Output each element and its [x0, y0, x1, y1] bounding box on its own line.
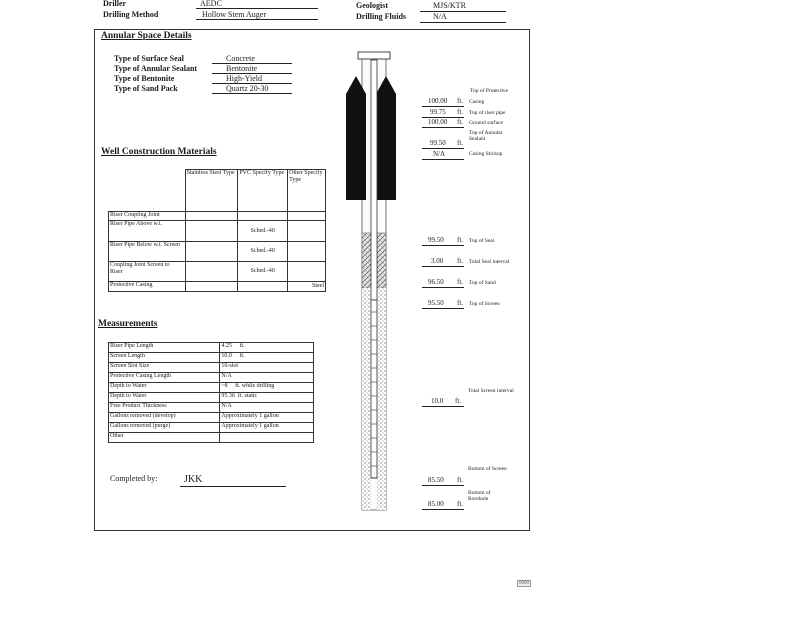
table-row: [109, 423, 314, 433]
table-row: [109, 413, 314, 423]
elev-label-4: Top of Annular Sealant: [469, 130, 503, 143]
riser-pipe: [371, 60, 377, 300]
meas-label: Free Product Thickness: [109, 403, 220, 413]
meas-value: 10-slot: [220, 363, 314, 373]
row-label: Coupling Joint Screen to Riser: [109, 262, 186, 282]
meas-value: 4.25 ft.: [220, 343, 314, 353]
construction-corner: [109, 170, 186, 212]
elev-unit-3: ft.: [457, 118, 464, 126]
row-label: Riser Coupling Joint: [109, 212, 186, 221]
meas-label: Depth to Water: [109, 383, 220, 393]
meas-value: N/A: [220, 403, 314, 413]
elev-label-1: Casing: [469, 99, 485, 105]
diagram-top-label: Top of Protective: [470, 88, 509, 94]
well-cap: [358, 52, 390, 59]
cell-other: [288, 212, 326, 221]
cell-other: Steel: [288, 282, 326, 292]
completed-value: JKK: [184, 474, 203, 485]
elev-unit-1: ft.: [457, 97, 464, 105]
meas-label: Riser Pipe Length: [109, 343, 220, 353]
elev-unit-2: ft.: [457, 108, 464, 116]
meas-value: ~8 ft. while drilling: [220, 383, 314, 393]
table-row: [109, 383, 314, 393]
protective-casing-left: [346, 76, 366, 200]
annular-value-4: Quartz 20-30: [226, 84, 269, 93]
cell-other: [288, 262, 326, 282]
cell-stainless: [185, 282, 238, 292]
elev-value-4: 99.50: [430, 139, 446, 147]
elev-label-9: Top of Screen: [469, 301, 500, 307]
elev-line-8: [422, 287, 464, 288]
annular-underline-4: [212, 83, 292, 94]
meas-value: 10.0 ft.: [220, 353, 314, 363]
annular-heading: Annular Space Details: [101, 31, 192, 41]
sand-right: [377, 288, 386, 510]
meas-label: Gallons removed (develop): [109, 413, 220, 423]
construction-heading: Well Construction Materials: [101, 147, 217, 157]
cell-pvc: [238, 212, 288, 221]
drilling-method-label: Drilling Method: [103, 10, 159, 19]
meas-label: Protective Casing Length: [109, 373, 220, 383]
elev-label-6: Top of Seal: [469, 238, 495, 244]
well-diagram: [340, 50, 400, 520]
elev-value-3: 100.00: [428, 118, 448, 126]
drilling-method-value: Hollow Stem Auger: [202, 10, 266, 19]
construction-table: [108, 169, 326, 292]
elev-label-11: Bottom of Screen: [468, 466, 507, 472]
elev-value-11: 85.50: [428, 476, 444, 484]
elev-value-2: 99.75: [430, 108, 446, 116]
table-row: [109, 282, 326, 292]
drilling-fluids-underline: [420, 12, 506, 23]
meas-label: Gallons removed (purge): [109, 423, 220, 433]
annular-label-1: Type of Surface Seal: [114, 54, 184, 63]
col-header-pvc: PVC Specify Type: [238, 170, 288, 212]
annular-value-1: Concrete: [226, 54, 255, 63]
elev-value-6: 99.50: [428, 236, 444, 244]
elev-label-7: Total Seal interval: [469, 259, 510, 265]
elev-label-5: Casing Stickup: [469, 151, 503, 157]
geologist-underline: [420, 1, 506, 12]
driller-label: Driller: [103, 0, 127, 8]
well-screen: [371, 300, 377, 478]
col-header-other: Other Specify Type: [288, 170, 326, 212]
meas-label: Screen Length: [109, 353, 220, 363]
elev-line-7: [422, 266, 464, 267]
cell-pvc: Sched.-40: [238, 242, 288, 262]
table-row: [109, 262, 326, 282]
driller-value: AEDC: [200, 0, 222, 8]
elev-label-8: Top of Sand: [469, 280, 496, 286]
measurements-table: [108, 342, 314, 443]
cell-stainless: [185, 262, 238, 282]
elev-unit-11: ft.: [457, 476, 464, 484]
elev-unit-8: ft.: [457, 278, 464, 286]
meas-value: Approximately 1 gallon: [220, 423, 314, 433]
elev-value-7: 3.00: [431, 257, 444, 265]
elev-line-11: [422, 485, 464, 486]
elev-label-2: Top of riser pipe: [469, 110, 506, 116]
drilling-fluids-label: Drilling Fluids: [356, 12, 407, 21]
elev-line-5: [422, 159, 464, 160]
annular-value-2: Bentonite: [226, 64, 258, 73]
table-row: [109, 221, 326, 242]
elev-value-12: 85.00: [428, 500, 444, 508]
table-row: [109, 433, 314, 443]
elev-value-1: 100.00: [428, 97, 448, 105]
meas-label: Other: [109, 433, 220, 443]
cell-pvc: Sched.-40: [238, 221, 288, 242]
table-row: [109, 403, 314, 413]
elev-line-10: [422, 406, 464, 407]
row-label: Riser Pipe Below w.t. Screen: [109, 242, 186, 262]
elev-line-4: [422, 148, 464, 149]
col-header-stainless: Stainless Steel Type: [185, 170, 238, 212]
row-label: Protective Casing: [109, 282, 186, 292]
meas-label: Depth to Water: [109, 393, 220, 403]
elev-unit-10: ft.: [455, 397, 462, 405]
annular-label-2: Type of Annular Sealant: [114, 64, 198, 73]
seal-right: [377, 233, 386, 288]
table-row: [109, 353, 314, 363]
elev-unit-7: ft.: [457, 257, 464, 265]
elev-value-8: 96.50: [428, 278, 444, 286]
completed-underline: [180, 486, 286, 487]
elev-unit-6: ft.: [457, 236, 464, 244]
annular-label-3: Type of Bentonite: [114, 74, 175, 83]
drilling-fluids-value: N/A: [433, 12, 447, 21]
row-label: Riser Pipe Above w.t.: [109, 221, 186, 242]
table-row: [109, 373, 314, 383]
cell-stainless: [185, 221, 238, 242]
measurements-heading: Measurements: [98, 319, 158, 329]
cell-stainless: [185, 242, 238, 262]
elev-value-10: 10.0: [431, 397, 444, 405]
sand-left: [362, 288, 371, 510]
elev-line-1: [422, 106, 464, 107]
driller-underline: [196, 0, 318, 9]
table-row: [109, 242, 326, 262]
cell-other: [288, 221, 326, 242]
annular-value-3: High-Yield: [226, 74, 262, 83]
meas-value: [220, 433, 314, 443]
elev-label-10: Total Screen interval: [468, 388, 514, 394]
elev-unit-9: ft.: [457, 299, 464, 307]
meas-value: 95.36 ft. static: [220, 393, 314, 403]
elev-line-9: [422, 308, 464, 309]
table-row: [109, 363, 314, 373]
meas-label: Screen Slot Size: [109, 363, 220, 373]
seal-left: [362, 233, 371, 288]
drilling-method-underline: [196, 9, 318, 20]
elev-value-5: N/A: [433, 150, 446, 158]
elev-line-6: [422, 245, 464, 246]
cell-pvc: [238, 282, 288, 292]
elev-value-9: 95.50: [428, 299, 444, 307]
elev-line-3: [422, 127, 464, 128]
meas-value: N/A: [220, 373, 314, 383]
annular-label-4: Type of Sand Pack: [114, 84, 178, 93]
meas-value: Approximately 1 gallon: [220, 413, 314, 423]
elev-line-12: [422, 509, 464, 510]
cell-pvc: Sched.-40: [238, 262, 288, 282]
elev-unit-12: ft.: [457, 500, 464, 508]
table-row: [109, 393, 314, 403]
elev-unit-4: ft.: [457, 139, 464, 147]
table-row: [109, 212, 326, 221]
construction-header-row: [109, 170, 326, 212]
cell-stainless: [185, 212, 238, 221]
elev-label-3: Ground surface: [469, 120, 504, 126]
elev-label-12: Bottom of Borehole: [468, 490, 491, 503]
cell-other: [288, 242, 326, 262]
completed-label: Completed by:: [110, 474, 158, 483]
page-mark: 0000: [519, 581, 529, 586]
table-row: [109, 343, 314, 353]
geologist-value: MJS/KTR: [433, 1, 466, 10]
protective-casing-right: [376, 76, 396, 200]
geologist-label: Geologist: [356, 1, 388, 10]
